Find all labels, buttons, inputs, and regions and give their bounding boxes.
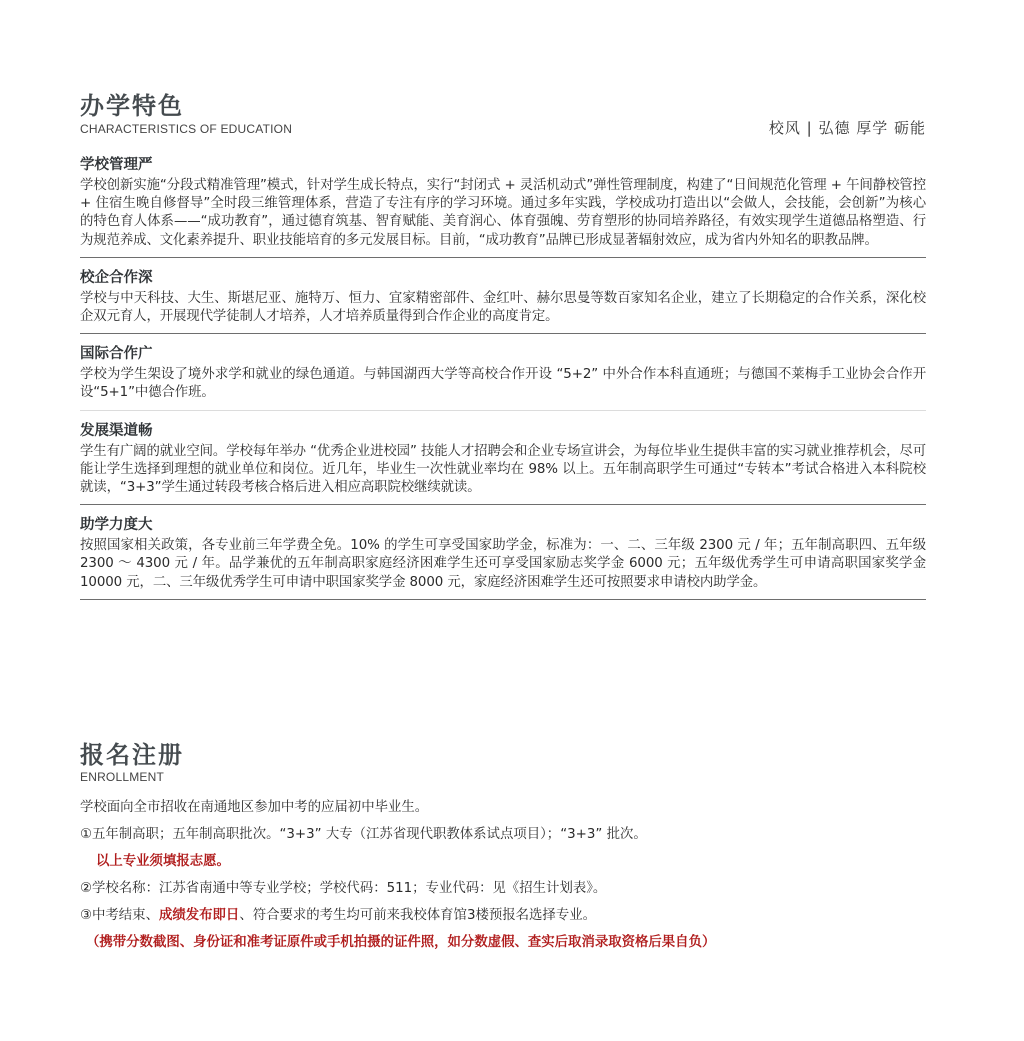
enrollment-item-1: ①五年制高职；五年制高职批次。“3+3” 大专（江苏省现代职教体系试点项目）；“3+3” 批次。 [80, 827, 647, 842]
enrollment-title-en: ENROLLMENT [80, 770, 165, 784]
feature-title: 学校管理严 [80, 157, 153, 173]
feature-text: 学校与中天科技、大生、斯堪尼亚、施特万、恒力、宜家精密部件、金红叶、赫尔思曼等数百家知名企业，建立了长期稳定的合作关系，深化校企双元育人，开展现代学徒制人才培养，人才培养质量得到合作企业的高度肯定。 [80, 290, 926, 325]
feature-block-financial-aid [80, 505, 926, 600]
enrollment-title: 报名注册 [80, 741, 184, 769]
feature-block-development [80, 411, 926, 506]
enrollment-section [80, 740, 940, 956]
school-motto: 校风 | 弘德 厚学 砺能 [768, 119, 926, 137]
feature-text: 学生有广阔的就业空间。学校每年举办 “优秀企业进校园” 技能人才招聘会和企业专场宣讲会，为每位毕业生提供丰富的实习就业推荐机会，尽可能让学生选择到理想的就业单位和岗位。近几年，毕业生一次性就业率均在 98% 以上。五年制高职学生可通过“专转本”考试合格进入本科院校就读，“3+3”学生通过转段考核合格后进入相应高职院校继续就读。 [80, 443, 927, 496]
features-header [80, 90, 926, 140]
enrollment-intro: 学校面向全市招收在南通地区参加中考的应届初中毕业生。 [80, 800, 429, 815]
features-title-en: CHARACTERISTICS OF EDUCATION [80, 122, 293, 136]
features-section [80, 90, 926, 600]
feature-block-management [80, 140, 926, 258]
enrollment-note-2: （携带分数截图、身份证和准考证原件或手机拍摄的证件照，如分数虚假、查实后取消录取资格后果自负） [86, 935, 716, 950]
feature-text: 学校为学生架设了境外求学和就业的绿色通道。与韩国湖西大学等高校合作开设 “5+2” 中外合作本科直通班；与德国不莱梅手工业协会合作开设“5+1”中德合作班。 [80, 367, 926, 401]
feature-title: 发展渠道畅 [80, 422, 153, 439]
item-3-end: 、符合要求的考生均可前来我校体育馆3楼预报名选择专业。 [239, 908, 596, 923]
feature-title: 校企合作深 [80, 269, 153, 286]
feature-title: 国际合作广 [80, 346, 153, 363]
feature-block-international [80, 334, 926, 410]
feature-block-cooperation [80, 258, 926, 334]
feature-text: 学校创新实施“分段式精准管理”模式，针对学生成长特点，实行“封闭式 + 灵活机动式”弹性管理制度，构建了“日间规范化管理 + 午间静校管控 + 住宿生晚自修督导”全时段三维管理体系，营造了专注有序的学习环境。通过多年实践，学校成功打造出以“会做人，会技能，会创新”为核心的特色育人体系——“成功教育”，通过德育筑基、智育赋能、美育润心、体育强魄、劳育塑形的协同培养路径，有效实现学生道德品格塑造、行为规范养成、文化素养提升、职业技能培育的多元发展目标。目前，“成功教育”品牌已形成显著辐射效应，成为省内外知名的职教品牌。 [80, 178, 926, 248]
enrollment-item-3 [80, 902, 940, 929]
feature-text: 按照国家相关政策，各专业前三年学费全免。10% 的学生可享受国家助学金，标准为：一、二、三年级 2300 元 / 年；五年制高职四、五年级 2300 ～ 4300 元 / 年。品学兼优的五年制高职家庭经济困难学生还可享受国家励志奖学金 6000 元；五年级优秀学生可申请高职国家奖学金 10000 元，二、三年级优秀学生可申请中职国家奖学金 8000 元，家庭经济困难学生还可按照要求申请校内助学金。 [80, 538, 926, 590]
feature-title: 助学力度大 [80, 517, 153, 534]
item-3-start: ③中考结束、 [80, 908, 159, 923]
features-title: 办学特色 [80, 92, 184, 120]
item-3-highlight: 成绩发布即日 [158, 908, 240, 923]
enrollment-item-2: ②学校名称：江苏省南通中等专业学校；学校代码：511；专业代码：见《招生计划表》。 [80, 881, 607, 896]
enrollment-note-1: 以上专业须填报志愿。 [96, 854, 230, 869]
